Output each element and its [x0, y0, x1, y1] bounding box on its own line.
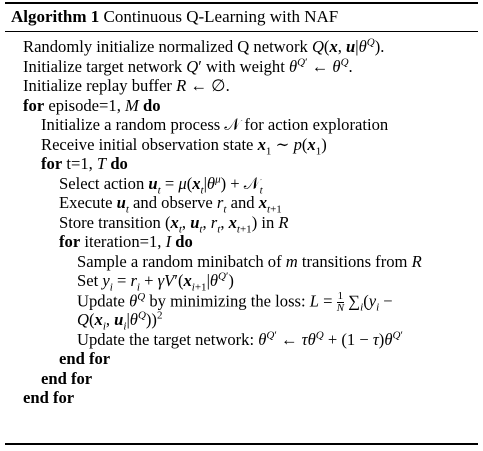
algorithm-line: Receive initial observation state $x_1$ ∼ $p(x_1)$ — [41, 134, 327, 157]
algorithm-line: Initialize a random process 𝒩 for action exploration — [41, 115, 389, 134]
algorithm-line: $Q(x_i$, $u_i|\theta^Q))^2$ — [77, 309, 163, 333]
algorithm-line: Sample a random minibatch of m transitions from R — [77, 251, 422, 271]
algorithm-line: Select action $u_t = \mu(x_t|\theta^\mu)$ + 𝒩$_t$ — [59, 172, 263, 196]
algorithm-line: Update the target network: $\theta^{Q'}$ ← $\tau\theta^Q + (1 - \tau)\theta^{Q'}$ — [77, 328, 403, 349]
algorithm-line: Set $y_i = r_i + \gamma V'(x_{i+1}|\theta^{Q'})$ — [77, 270, 234, 294]
algorithm-line: end for — [59, 349, 111, 368]
algorithm-line: Initialize replay buffer R ← ∅. — [23, 76, 230, 95]
algorithm-line: for iteration=1, I do — [59, 232, 193, 251]
algorithm-title: Continuous Q-Learning with NAF — [103, 7, 339, 26]
algorithm-box — [5, 2, 478, 408]
algorithm-line: Update $\theta^Q$ by minimizing the loss: L = $\frac{1}{N}$ $\sum_i(y_i$ − — [77, 289, 393, 314]
algorithm-line: end for — [23, 388, 75, 407]
algorithm-line: for episode=1, M do — [23, 95, 161, 115]
algorithm-line: Randomly initialize normalized Q network Q(x, $u|\theta^Q$). — [23, 36, 385, 56]
algorithm-body — [5, 32, 478, 408]
bottom-rule — [5, 443, 478, 445]
algorithm-line: Initialize target network Q′ with weight $\theta^{Q'}$ ← $\theta^Q$. — [23, 55, 353, 76]
algorithm-line: Store transition ($x_t$, $u_t$, $r_t$, $x_{t+1}$) in R — [59, 212, 289, 235]
algorithm-line: Execute $u_t$ and observe $r_t$ and $x_{t+1}$ — [59, 193, 282, 216]
algorithm-line: for t=1, T do — [41, 154, 128, 173]
algorithm-line: end for — [41, 368, 93, 388]
algorithm-label: Algorithm 1 — [11, 7, 100, 26]
algorithm-caption — [5, 4, 478, 31]
